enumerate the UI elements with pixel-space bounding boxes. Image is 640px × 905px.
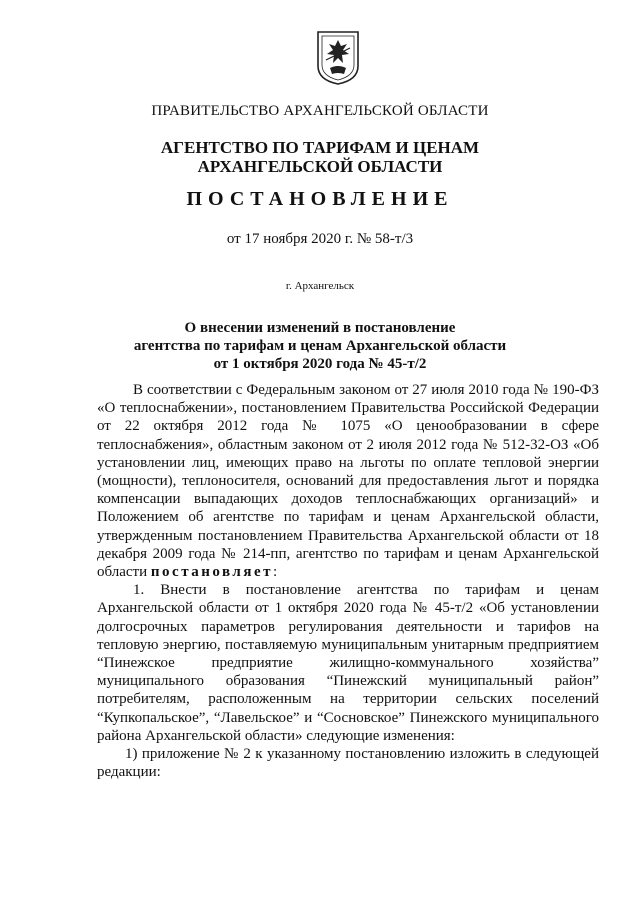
agency-name-line1: АГЕНТСТВО ПО ТАРИФАМ И ЦЕНАМ [160,138,480,157]
resolves-colon: : [273,564,278,581]
preamble-paragraph [97,381,599,581]
document-city: г. Архангельск [285,280,355,292]
subject-line3: от 1 октября 2020 года № 45-т/2 [213,356,427,372]
item-1-1-paragraph: 1) приложение № 2 к указанному постановлению изложить в следующей редакции: [97,746,599,781]
preamble-text: В соответствии с Федеральным законом от 27 июля 2010 года № 190-ФЗ «О теплоснабжении», постановлением Правительства Российской Федерации от 22 октября 2012 года № 1075 «О ценообразовании в сфере теплоснабжения», областным законом от 2 июля 2012 года № 512-32-ОЗ «Об установлении лиц, имеющих право на льготы по оплате тепловой энергии (мощности), теплоносителя, оснований для предоставления льгот и порядка компенсации выпадающих доходов теплоснабжающих организаций» и Положением об агентстве по тарифам и ценам Архангельской области, утвержденным постановлением Правительства Архангельской области от 18 декабря 2009 года № 214-пп, агентство по тарифам и ценам Архангельской области [97,382,599,581]
subject-line2: агентства по тарифам и ценам Архангельской области [133,338,507,354]
coat-of-arms-icon [316,30,360,86]
resolves-word: постановляет [150,564,273,581]
agency-name-line2: АРХАНГЕЛЬСКОЙ ОБЛАСТИ [197,157,443,176]
document-body [97,381,599,781]
document-date-number: от 17 ноября 2020 г. № 58-т/3 [226,231,414,247]
government-name: ПРАВИТЕЛЬСТВО АРХАНГЕЛЬСКОЙ ОБЛАСТИ [151,103,489,119]
item-1-paragraph: 1. Внести в постановление агентства по тарифам и ценам Архангельской области от 1 октября 2020 года № 45-т/2 «Об установлении долгосрочных параметров регулирования деятельности и тарифов на тепловую энергию, поставляемую муниципальным унитарным предприятием “Пинежское предприятие жилищно-коммунального хозяйства” муниципального образования “Пинежский муниципальный район” потребителям, расположенным на территории сельских поселений “Купкопальское”, “Лавельское” и “Сосновское” Пинежского муниципального района Архангельской области» следующие изменения: [97,582,599,744]
subject-line1: О внесении изменений в постановление [184,320,456,336]
document-type-title: ПОСТАНОВЛЕНИЕ [186,188,454,210]
agency-name [0,138,640,176]
document-subject [0,319,640,373]
